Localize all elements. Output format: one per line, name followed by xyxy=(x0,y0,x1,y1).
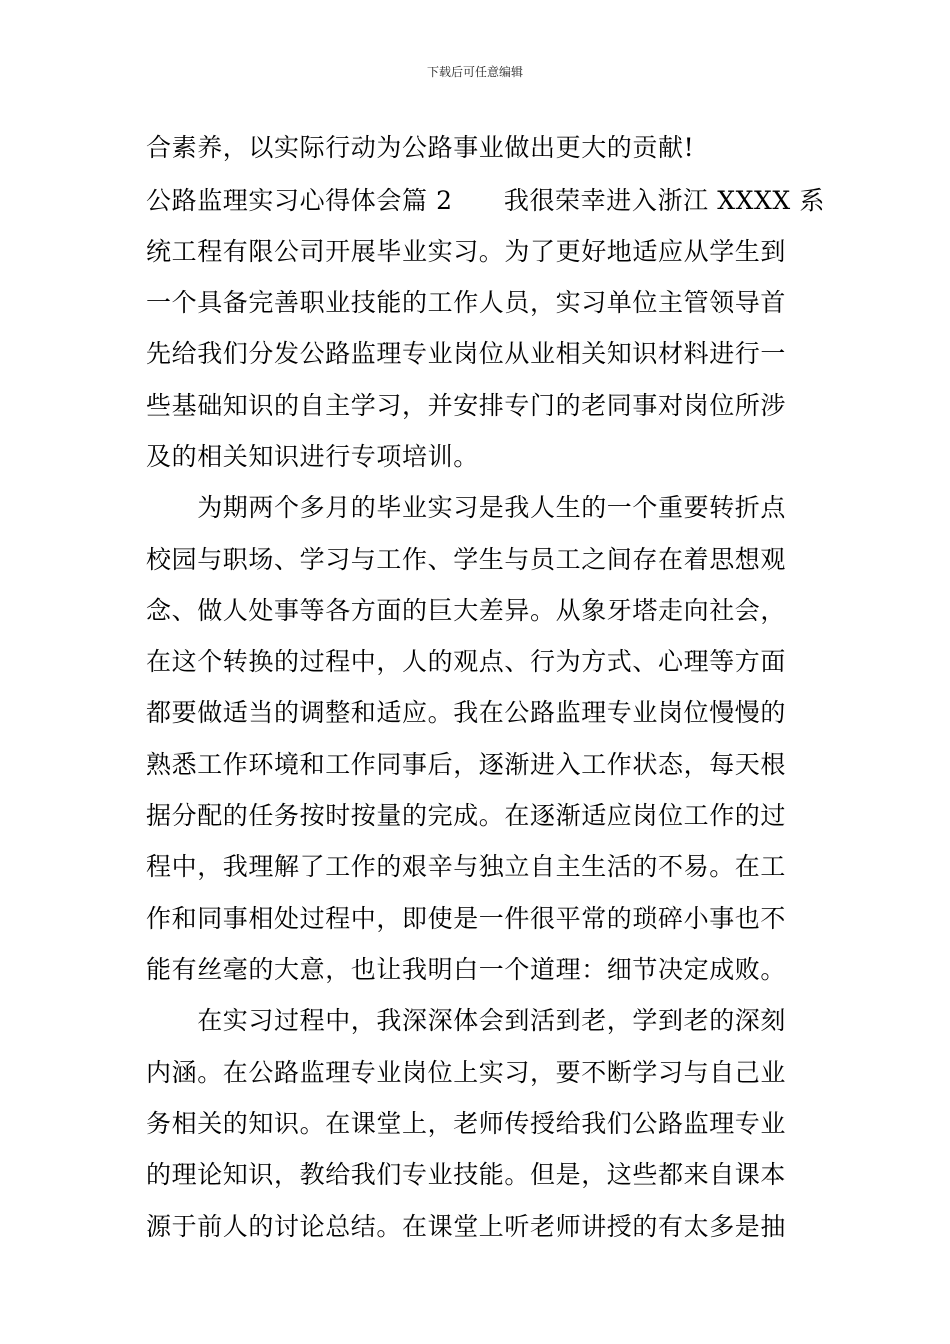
body-line: 合素养，以实际行动为公路事业做出更大的贡献! xyxy=(146,133,695,162)
body-line: 为期两个多月的毕业实习是我人生的一个重要转折点 xyxy=(146,493,787,522)
body-line: 及的相关知识进行专项培训。 xyxy=(146,442,479,471)
body-line: 统工程有限公司开展毕业实习。为了更好地适应从学生到 xyxy=(146,237,787,266)
body-line: 务相关的知识。在课堂上，老师传授给我们公路监理专业 xyxy=(146,1109,787,1138)
body-line: 据分配的任务按时按量的完成。在逐渐适应岗位工作的过 xyxy=(146,801,787,830)
body-line: 熟悉工作环境和工作同事后，逐渐进入工作状态，每天根 xyxy=(146,750,787,779)
body-line: 先给我们分发公路监理专业岗位从业相关知识材料进行一 xyxy=(146,339,787,368)
body-line: 内涵。在公路监理专业岗位上实习，要不断学习与自己业 xyxy=(146,1058,787,1087)
body-line: 都要做适当的调整和适应。我在公路监理专业岗位慢慢的 xyxy=(146,698,787,727)
body-line: 公路监理实习心得体会篇 2 我很荣幸进入浙江 XXXX 系 xyxy=(146,186,825,215)
body-line: 校园与职场、学习与工作、学生与员工之间存在着思想观 xyxy=(146,545,787,574)
body-line: 一个具备完善职业技能的工作人员，实习单位主管领导首 xyxy=(146,288,787,317)
body-line: 念、做人处事等各方面的巨大差异。从象牙塔走向社会， xyxy=(146,596,787,625)
body-line: 能有丝毫的大意，也让我明白一个道理：细节决定成败。 xyxy=(146,955,787,984)
body-line: 些基础知识的自主学习，并安排专门的老同事对岗位所涉 xyxy=(146,391,787,420)
body-line: 在这个转换的过程中，人的观点、行为方式、心理等方面 xyxy=(146,647,787,676)
body-line: 的理论知识，教给我们专业技能。但是，这些都来自课本 xyxy=(146,1160,787,1189)
page-header: 下载后可任意编辑 xyxy=(426,65,523,79)
body-line: 作和同事相处过程中，即使是一件很平常的琐碎小事也不 xyxy=(146,904,787,933)
body-line: 程中，我理解了工作的艰辛与独立自主生活的不易。在工 xyxy=(146,852,787,881)
body-line: 在实习过程中，我深深体会到活到老，学到老的深刻 xyxy=(146,1006,787,1035)
body-line: 源于前人的讨论总结。在课堂上听老师讲授的有太多是抽 xyxy=(146,1212,787,1241)
